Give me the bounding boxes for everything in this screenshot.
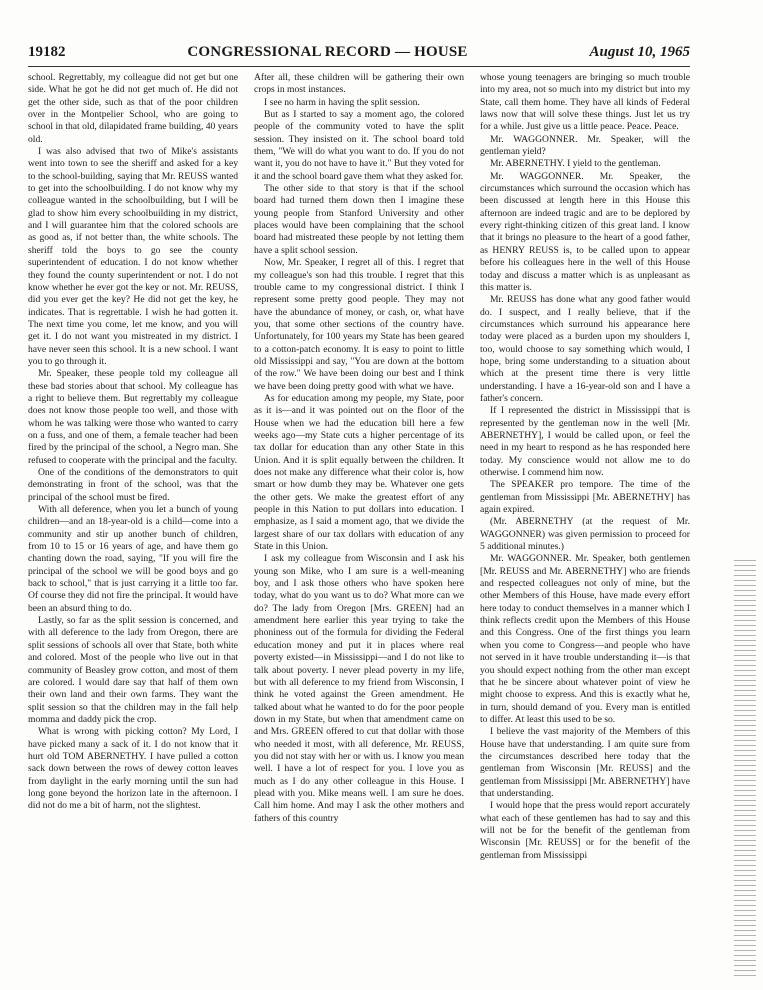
paragraph: I was also advised that two of Mike's assistants went into town to see the sheriff and asked for a key to the school-building, saying that Mr. REUSS wanted to get into the schoolbuilding. I do not know why my colleague wanted in the schoolbuilding, but I will be glad to show him every schoolbuilding in my district, and I will guarantee him that the colored schools are as good as, if not better than, the white schools. The sheriff told the boys to go see the county superintendent of education. I do not know whether they found the county superintendent or not. I do not know whether he ever got the key or not. Mr. REUSS, did you ever get the key? He did not get the key, he indicates. That is regrettable. I wish he had gotten it. The next time you come, let me know, and you will get it. I do not want you mistreated in my district. I have never seen this school. It is a new school. I want you to go through it.: [28, 146, 238, 367]
publication-title: CONGRESSIONAL RECORD — HOUSE: [187, 44, 468, 60]
paragraph: Mr. WAGGONNER. Mr. Speaker, the circumstances which surround the occasion which has been discussed at length here in this House this afternoon are indeed tragic and are to be deplored by every right-thinking citizen of this great land. I know that it brings no pleasure to the heart of a good father, as HENRY REUSS is, to be called upon to appear before his colleagues here in the well of this House today and discuss a matter which is as unpleasant as this matter is.: [480, 170, 690, 293]
paragraph: The other side to that story is that if the school board had turned them down then I imagine these young people from Stanford University and other places would have been complaining that the school board had mistreated these people by not letting them have a split school session.: [254, 183, 464, 256]
scan-margin-marks: [734, 560, 756, 980]
publication-date: August 10, 1965: [589, 44, 690, 60]
text-columns: [28, 72, 690, 972]
paragraph: As for education among my people, my State, poor as it is—and it was pointed out on the floor of the House when we had the education bill here a few weeks ago—my State cuts a higher percentage of its tax dollar for education than any other State in this Union. And it is split equally between the children. It does not make any difference what their color is, how smart or how dumb they may be. Whatever one gets the other gets. We make the greatest effort of any people in this Nation to put dollars into education. I emphasize, as I said a moment ago, that we divide the largest share of our tax dollars with education of any State in this Union.: [254, 392, 464, 553]
paragraph: I would hope that the press would report accurately what each of these gentlemen has had to say and this will not be for the benefit of the gentleman from Wisconsin [Mr. REUSS] or for the benefit of the gentleman from Mississippi: [480, 800, 690, 861]
paragraph: Mr. REUSS has done what any good father would do. I suspect, and I really believe, that if the circumstances which surround his appearance here today were placed as a burden upon my shoulders I, too, would choose to say something which would, I hope, bring some understanding to a situation about which at the present time there is very little understanding. I have a 16-year-old son and I have a father's concern.: [480, 294, 690, 404]
paragraph: The SPEAKER pro tempore. The time of the gentleman from Mississippi [Mr. ABERNETHY] has again expired.: [480, 479, 690, 516]
column-3: [480, 72, 690, 972]
paragraph: Lastly, so far as the split session is concerned, and with all deference to the lady from Oregon, there are split sessions of schools all over that State, both white and colored. Most of the people who live out in that community of Beasley grow cotton, and most of them are colored. I would dare say that half of them own their own land and their own farms. They want the split session so that the children may in the fall help momma and daddy pick the crop.: [28, 615, 238, 725]
paragraph: Now, Mr. Speaker, I regret all of this. I regret that my colleague's son had this trouble. I regret that this trouble came to my congressional district. I think I represent some pretty good people. They may not have the abundance of money, or cash, or, what have you, that some other sections of the country have. Unfortunately, for 100 years my State has been geared to a cotton-patch economy. It is easy to point to little old Mississippi and say, "You are down at the bottom of the row." We have been doing our best and I think we have been doing pretty good with what we have.: [254, 257, 464, 392]
paragraph: With all deference, when you let a bunch of young children—and an 18-year-old is a child—come into a community and stir up another bunch of children, from 10 to 15 or 16 years of age, and have them go chanting down the road, saying, "If you will fire the principal of the school we will be good boys and go back to school," that is just carrying it a little too far. Of course they did not fire the principal. It would have been an absurd thing to do.: [28, 504, 238, 614]
paragraph: school. Regrettably, my colleague did not get but one side. What he got he did not get much of. He did not get the other side, such as that of the poor children over in the Montpelier School, who are going to school in that old, dilapidated frame building, 40 years old.: [28, 72, 238, 145]
paragraph: Mr. WAGGONNER. Mr. Speaker, both gentlemen [Mr. REUSS and Mr. ABERNETHY] who are friends and respected colleagues not only of mine, but the other Members of this House, have made every effort here today to conduct themselves in a manner which I think reflects credit upon the Members of this House and this Congress. One of the first things you learn when you come to Congress—and people who have not served in it have trouble understanding it—is that you should expect nothing from the other man except that he be sincere about whatever point of view he might choose to express. And this is exactly what he, in turn, should demand of you. Every man is entitled to differ. At least this used to be so.: [480, 553, 690, 725]
page-header: [28, 44, 690, 67]
paragraph: What is wrong with picking cotton? My Lord, I have picked many a sack of it. I do not know that it hurt old TOM ABERNETHY. I have pulled a cotton sack down between the rows of dewey cotton leaves from daylight in the early morning until the sun had long gone beyond the horizon late in the afternoon. I did not do me a bit of harm, not the slightest.: [28, 726, 238, 812]
paragraph: I ask my colleague from Wisconsin and I ask his young son Mike, who I am sure is a well-meaning boy, and I ask those others who have spoken here today, what do you want us to do? What more can we do? The lady from Oregon [Mrs. GREEN] had an amendment here earlier this year trying to take the phoniness out of the formula for dividing the Federal education money and put it in places where real poverty existed—in Mississippi—and I do not like to talk about poverty. I never plead poverty in my life, but with all deference to my friend from Wisconsin, I think he voted against the Green amendment. He talked about what he wanted to do for the poor people down in my State, but when that amendment came on and Mrs. GREEN offered to cut that dollar with those who needed it most, with all deference, Mr. REUSS, you did not stay with her or with us. I know you mean well. I have a lot of respect for you. I love you as much as I do any other colleague in this House. I plead with you. Mike means well. I am sure he does. Call him home. And may I ask the other mothers and fathers of this country: [254, 553, 464, 824]
column-2: [254, 72, 464, 972]
paragraph: I believe the vast majority of the Members of this House have that understanding. I am quite sure from the circumstances described here today that the gentleman from Wisconsin [Mr. REUSS] and the gentleman from Mississippi [Mr. ABERNETHY] have that understanding.: [480, 726, 690, 799]
paragraph: But as I started to say a moment ago, the colored people of the community voted to have the split session. They insisted on it. The school board told them, "We will do what you want to do. If you do not want it, you do not have to have it." But they voted for it and the school board gave them what they asked for.: [254, 109, 464, 182]
column-1: [28, 72, 238, 972]
paragraph: I see no harm in having the split session.: [264, 96, 420, 108]
paragraph: One of the conditions of the demonstrators to quit demonstrating in front of the school, was that the principal of the school must be fired.: [28, 467, 238, 503]
paragraph: Mr. Speaker, these people told my colleague all these bad stories about that school. My colleague has a right to believe them. But regrettably my colleague does not know those people too well, and those with whom he was talking were those who wanted to carry on a fuss, and one of them, a female teacher had been fired by the principal of the school, a Negro man. She refused to cooperate with the principal and the faculty.: [28, 368, 238, 466]
paragraph: If I represented the district in Mississippi that is represented by the gentleman now in the well [Mr. ABERNETHY], I would be called upon, or feel the need in my heart to respond as he has responded here today. My conscience would not allow me to do otherwise. I commend him now.: [480, 405, 690, 478]
paragraph: Mr. ABERNETHY. I yield to the gentleman.: [490, 158, 661, 170]
paragraph: (Mr. ABERNETHY (at the request of Mr. WAGGONNER) was given permission to proceed for 5 additional minutes.): [480, 516, 690, 553]
paragraph: After all, these children will be gathering their own crops in most instances.: [254, 72, 464, 96]
paragraph: whose young teenagers are bringing so much trouble into my area, not so much into my district but into my State, call them home. They have all kinds of Federal laws now that will solve these things. Just let us try for a while. Just give us a little peace. Peace. Peace.: [480, 72, 690, 133]
page-number: 19182: [28, 44, 66, 60]
paragraph: Mr. WAGGONNER. Mr. Speaker, will the gentleman yield?: [480, 133, 690, 158]
